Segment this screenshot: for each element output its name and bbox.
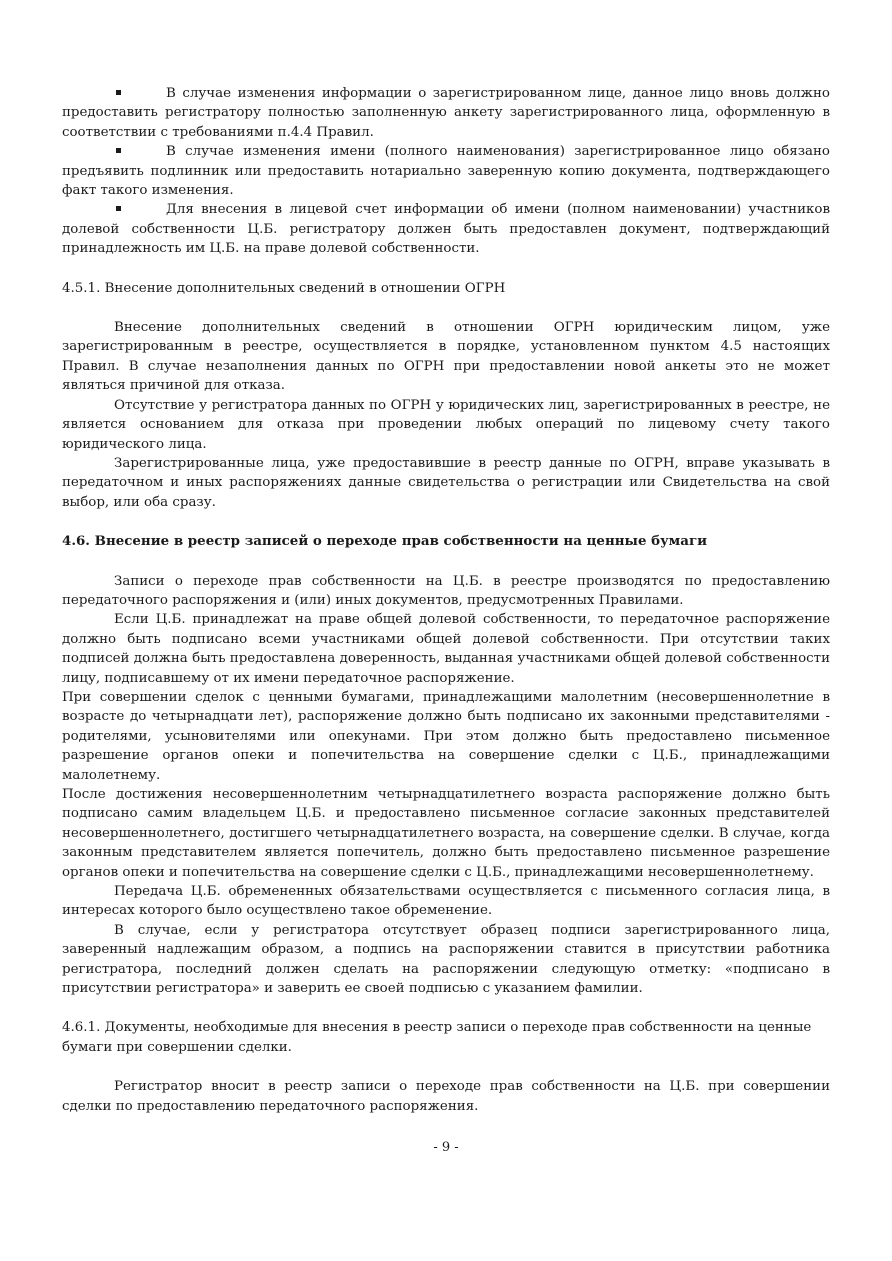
section-46-paragraph: Если Ц.Б. принадлежат на праве общей долевой собственности, то передаточное распоряжение должно быть подписано всеми участниками общей долевой собственности. При отсутствии таких подписей должна быть предоставлена доверенность, выданная участниками общей долевой собственности лицу, подписавшему от их имени передаточное распоряжение. bbox=[62, 612, 830, 686]
section-461-paragraph: Регистратор вносит в реестр записи о переходе прав собственности на Ц.Б. при совершении сделки по предоставлению передаточного распоряжения. bbox=[62, 1079, 830, 1114]
bullet-icon bbox=[116, 148, 121, 153]
section-451-paragraph: Отсутствие у регистратора данных по ОГРН у юридических лиц, зарегистрированных в реестре, не является основанием для отказа при проведении любых операций по лицевому счету такого юридического лица. bbox=[62, 397, 830, 452]
section-461-heading: 4.6.1. Документы, необходимые для внесения в реестр записи о переходе прав собственности на ценные бумаги при совершении сделки. bbox=[62, 1020, 812, 1055]
section-451-paragraph: Зарегистрированные лица, уже предоставившие в реестр данные по ОГРН, вправе указывать в передаточном и иных распоряжениях данные свидетельства о регистрации или Свидетельства на свой выбор, или оба сразу. bbox=[62, 455, 830, 510]
page-number: - 9 - bbox=[433, 1140, 459, 1155]
section-46-paragraph: После достижения несовершеннолетним четырнадцатилетнего возраста распоряжение должно быть подписано самим владельцем Ц.Б. и предоставлено письменное согласие законных представителей несовершеннолетнего, достигшего четырнадцатилетнего возраста, на совершение сделки. В случае, когда законным представителем является попечитель, должно быть предоставлено письменное разрешение органов опеки и попечительства на совершение сделки с Ц.Б., принадлежащими несовершеннолетнему. bbox=[62, 787, 830, 880]
page-content bbox=[62, 84, 830, 1116]
bullet-text: В случае изменения информации о зарегистрированном лице, данное лицо вновь должно предоставить регистратору полностью заполненную анкету зарегистрированного лица, оформленную в соответствии с требованиями п.4.4 Правил. bbox=[62, 86, 830, 140]
bullet-icon bbox=[116, 90, 121, 95]
section-46-paragraph: Записи о переходе прав собственности на Ц.Б. в реестре производятся по предоставлению передаточного распоряжения и (или) иных документов, предусмотренных Правилами. bbox=[62, 573, 830, 608]
bullet-text: В случае изменения имени (полного наименования) зарегистрированное лицо обязано предъявить подлинник или предоставить нотариально заверенную копию документа, подтверждающего факт такого изменения. bbox=[62, 144, 830, 199]
section-46-paragraph: Передача Ц.Б. обремененных обязательствами осуществляется с письменного согласия лица, в интересах которого было осуществлено такое обременение. bbox=[62, 884, 830, 919]
bullet-paragraph bbox=[62, 200, 830, 258]
bullet-paragraph bbox=[62, 142, 830, 200]
bullet-text: Для внесения в лицевой счет информации об имени (полном наименовании) участников долевой собственности Ц.Б. регистратору должен быть предоставлен документ, подтверждающий принадлежность им Ц.Б. на праве долевой собственности. bbox=[62, 202, 830, 257]
section-46-heading: 4.6. Внесение в реестр записей о переходе прав собственности на ценные бумаги bbox=[62, 533, 708, 550]
section-46-paragraph: При совершении сделок с ценными бумагами, принадлежащими малолетним (несовершеннолетние в возрасте до четырнадцати лет), распоряжение должно быть подписано их законными представителями - родителями, усыновителями или опекунами. При этом должно быть предоставлено письменное разрешение органов опеки и попечительства на совершение сделки с Ц.Б., принадлежащими малолетнему. bbox=[62, 689, 830, 783]
bullet-icon bbox=[116, 206, 121, 211]
section-451-paragraph: Внесение дополнительных сведений в отношении ОГРН юридическим лицом, уже зарегистрированным в реестре, осуществляется в порядке, установленном пунктом 4.5 настоящих Правил. В случае незаполнения данных по ОГРН при предоставлении новой анкеты это не может являться причиной для отказа. bbox=[62, 320, 830, 394]
section-46-paragraph: В случае, если у регистратора отсутствует образец подписи зарегистрированного лица, заверенный надлежащим образом, а подпись на распоряжении ставится в присутствии работника регистратора, последний должен сделать на распоряжении следующую отметку: «подписано в присутствии регистратора» и заверить ее своей подписью с указанием фамилии. bbox=[62, 922, 830, 997]
section-451-heading: 4.5.1. Внесение дополнительных сведений в отношении ОГРН bbox=[62, 280, 506, 296]
bullet-paragraph bbox=[62, 84, 830, 142]
